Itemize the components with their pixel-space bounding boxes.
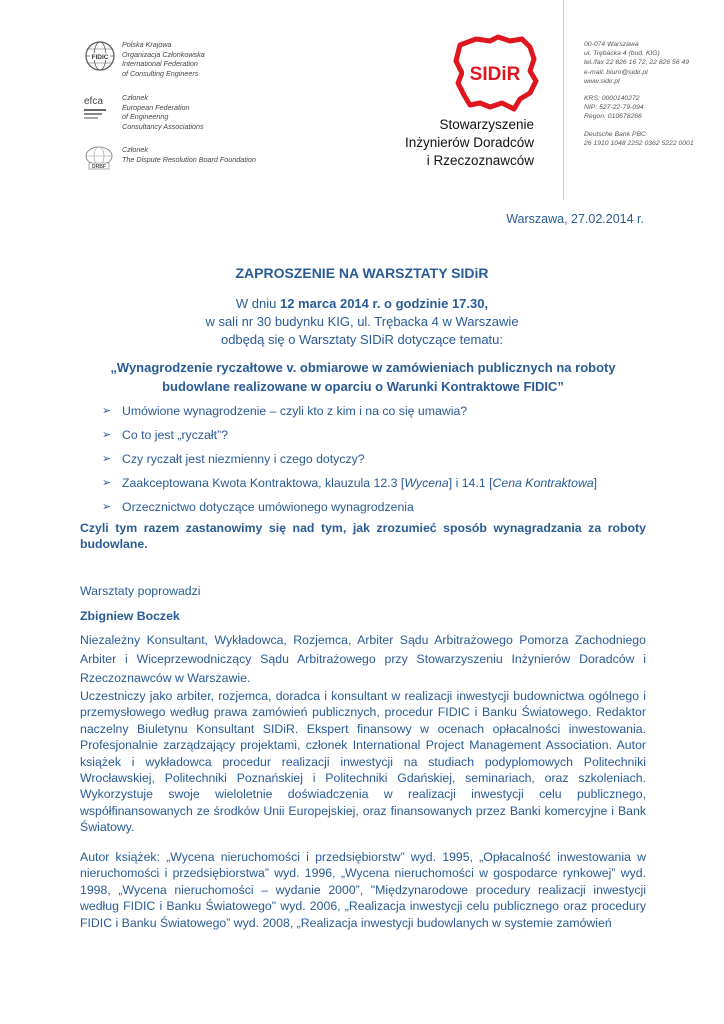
svg-text:DRBF: DRBF bbox=[92, 164, 106, 170]
intro-line-2: w sali nr 30 budynku KIG, ul. Trębacka 4 w Warszawie bbox=[205, 314, 519, 329]
list-item: ➢ Czy ryczałt jest niezmienny i czego dotyczy? bbox=[102, 452, 365, 466]
contact-line: NIP: 527-22-79-094 bbox=[584, 104, 644, 112]
summary-paragraph: Czyli tym razem zastanowimy się nad tym, jak zrozumieć sposób wynagradzania za roboty budowlane. bbox=[80, 521, 646, 552]
contact-block bbox=[584, 40, 694, 148]
contact-line: ul. Trębacka 4 (bud. KIG) bbox=[584, 50, 660, 58]
affiliation-line: of Consulting Engineers bbox=[122, 68, 199, 78]
list-item: ➢ Orzecznictwo dotyczące umówionego wynagrodzenia bbox=[102, 500, 414, 514]
invitation-title: ZAPROSZENIE NA WARSZTATY SIDiR bbox=[235, 265, 489, 281]
header-divider bbox=[563, 0, 564, 200]
affiliation-fidic bbox=[82, 40, 312, 86]
affiliation-line: Organizacja Członkowska bbox=[122, 49, 205, 59]
list-item: ➢ Co to jest „ryczałt”? bbox=[102, 428, 228, 442]
svg-text:SIDiR: SIDiR bbox=[469, 64, 521, 85]
arrow-bullet-icon: ➢ bbox=[102, 477, 112, 489]
fidic-globe-logo-icon bbox=[82, 40, 118, 76]
affiliation-line: Consultancy Associations bbox=[122, 121, 204, 131]
affiliation-efca bbox=[82, 93, 312, 139]
affiliation-drbf bbox=[82, 145, 312, 191]
arrow-bullet-icon: ➢ bbox=[102, 405, 112, 417]
speaker-name: Zbigniew Boczek bbox=[80, 609, 180, 623]
affiliation-line: Członek bbox=[122, 93, 148, 102]
sidir-map-logo-icon bbox=[450, 33, 542, 113]
affiliation-line: European Federation bbox=[122, 102, 190, 112]
org-name-line: Inżynierów Doradców bbox=[404, 135, 534, 150]
svg-text:FIDIC: FIDIC bbox=[91, 54, 109, 61]
contact-line: www.sidir.pl bbox=[584, 77, 620, 85]
sidir-logo bbox=[450, 33, 542, 113]
speaker-bio: Uczestniczy jako arbiter, rozjemca, doradca i konsultant w realizacji inwestycji budownictwa ogólnego i przemysłowego według prawa zamówień publicznych, procedur FIDIC i Banku Światowego. Redaktor naczelny Biuletynu Konsultant SIDiR. Ekspert finansowy w ocenach opłacalności inwestowania. Profesjonalnie zarządzający projektami, członek International Project Management Association. Autor książek i wykładowca procedur realizacji inwestycji na studiach podyplomowych Politechniki Wrocławskiej, Politechniki Poznańskiej i Politechniki Gdańskiej, seminariach, oraz szkoleniach. Wykorzystuje swoje wieloletnie doświadczenia w realizacji inwestycji celu publicznego, współfinansowanych ze środków Unii Europejskiej, oraz finansowanych przez Banki komercyjne i Bank Światowy. bbox=[80, 689, 646, 835]
svg-text:efca: efca bbox=[84, 96, 103, 107]
affiliation-line: of Engineering bbox=[122, 112, 169, 122]
efca-logo-icon bbox=[82, 93, 118, 129]
contact-line: 26 1910 1048 2252 0362 5222 0001 bbox=[584, 139, 694, 147]
organization-name bbox=[405, 116, 534, 170]
intro-text: W dniu bbox=[235, 296, 280, 311]
arrow-bullet-icon: ➢ bbox=[102, 501, 112, 513]
list-item: ➢ Umówione wynagrodzenie – czyli kto z kim i na co się umawia? bbox=[102, 404, 468, 418]
contact-line: tel./fax 22 826 16 72, 22 826 56 49 bbox=[584, 59, 690, 67]
arrow-bullet-icon: ➢ bbox=[102, 429, 112, 441]
contact-line: 00-074 Warszawa bbox=[584, 41, 639, 48]
letter-date: Warszawa, 27.02.2014 r. bbox=[506, 212, 644, 226]
speaker-roles: Niezależny Konsultant, Wykładowca, Rozjemca, Arbiter Sądu Arbitrażowego Pomorza Zachodniego Arbiter i Wiceprzewodniczący Sądu Arbitrażowego przy Stowarzyszeniu Inżynierów Doradców i Rzeczoznawców w Warszawie. bbox=[80, 633, 646, 685]
arrow-bullet-icon: ➢ bbox=[102, 453, 112, 465]
org-name-line: i Rzeczoznawców bbox=[426, 153, 534, 168]
affiliation-line: Polska Krajowa bbox=[122, 40, 172, 49]
contact-line: KRS: 0000140272 bbox=[584, 95, 640, 103]
led-by-label: Warsztaty poprowadzi bbox=[80, 584, 201, 598]
drbf-logo-icon bbox=[82, 145, 118, 181]
list-item: ➢ Zaakceptowana Kwota Kontraktowa, klauzula 12.3 [Wycena] i 14.1 [Cena Kontraktowa] bbox=[102, 476, 598, 490]
affiliation-line: The Dispute Resolution Board Foundation bbox=[122, 154, 256, 164]
contact-line: e-mail: biuro@sidir.pl bbox=[584, 68, 648, 76]
contact-line: Regon: 010678266 bbox=[584, 113, 642, 121]
affiliation-line: Członek bbox=[122, 145, 148, 154]
org-name-line: Stowarzyszenie bbox=[439, 117, 534, 132]
workshop-topic: „Wynagrodzenie ryczałtowe v. obmiarowe w zamówieniach publicznych na roboty budowlane realizowane w oparciu o Warunki Kontraktowe FIDIC” bbox=[110, 360, 616, 394]
intro-line-3: odbędą się o Warsztaty SIDiR dotyczące tematu: bbox=[220, 332, 504, 347]
contact-line: Deutsche Bank PBC bbox=[584, 130, 646, 138]
intro-line-1 bbox=[0, 296, 724, 311]
affiliation-line: International Federation bbox=[122, 59, 198, 69]
speaker-books: Autor książek: „Wycena nieruchomości i przedsiębiorstw” wyd. 1995, „Opłacalność inwestowania w nieruchomości i przedsiębiorstwa” wyd. 1996, „Wycena nieruchomości w gospodarce rynkowej” wyd. 1998, „Wycena nieruchomości – wydanie 2000”, "Międzynarodowe procedury realizacji inwestycji według FIDIC i Banku Światowego" wyd. 2006, „Realizacja inwestycji celu publicznego oraz procedury FIDIC i Banku Światowego” wyd. 2008, „Realizacja inwestycji budowlanych w systemie zamówień bbox=[80, 850, 646, 930]
event-datetime: 12 marca 2014 r. o godzinie 17.30, bbox=[279, 296, 489, 311]
topic-bullet-list bbox=[102, 403, 597, 523]
